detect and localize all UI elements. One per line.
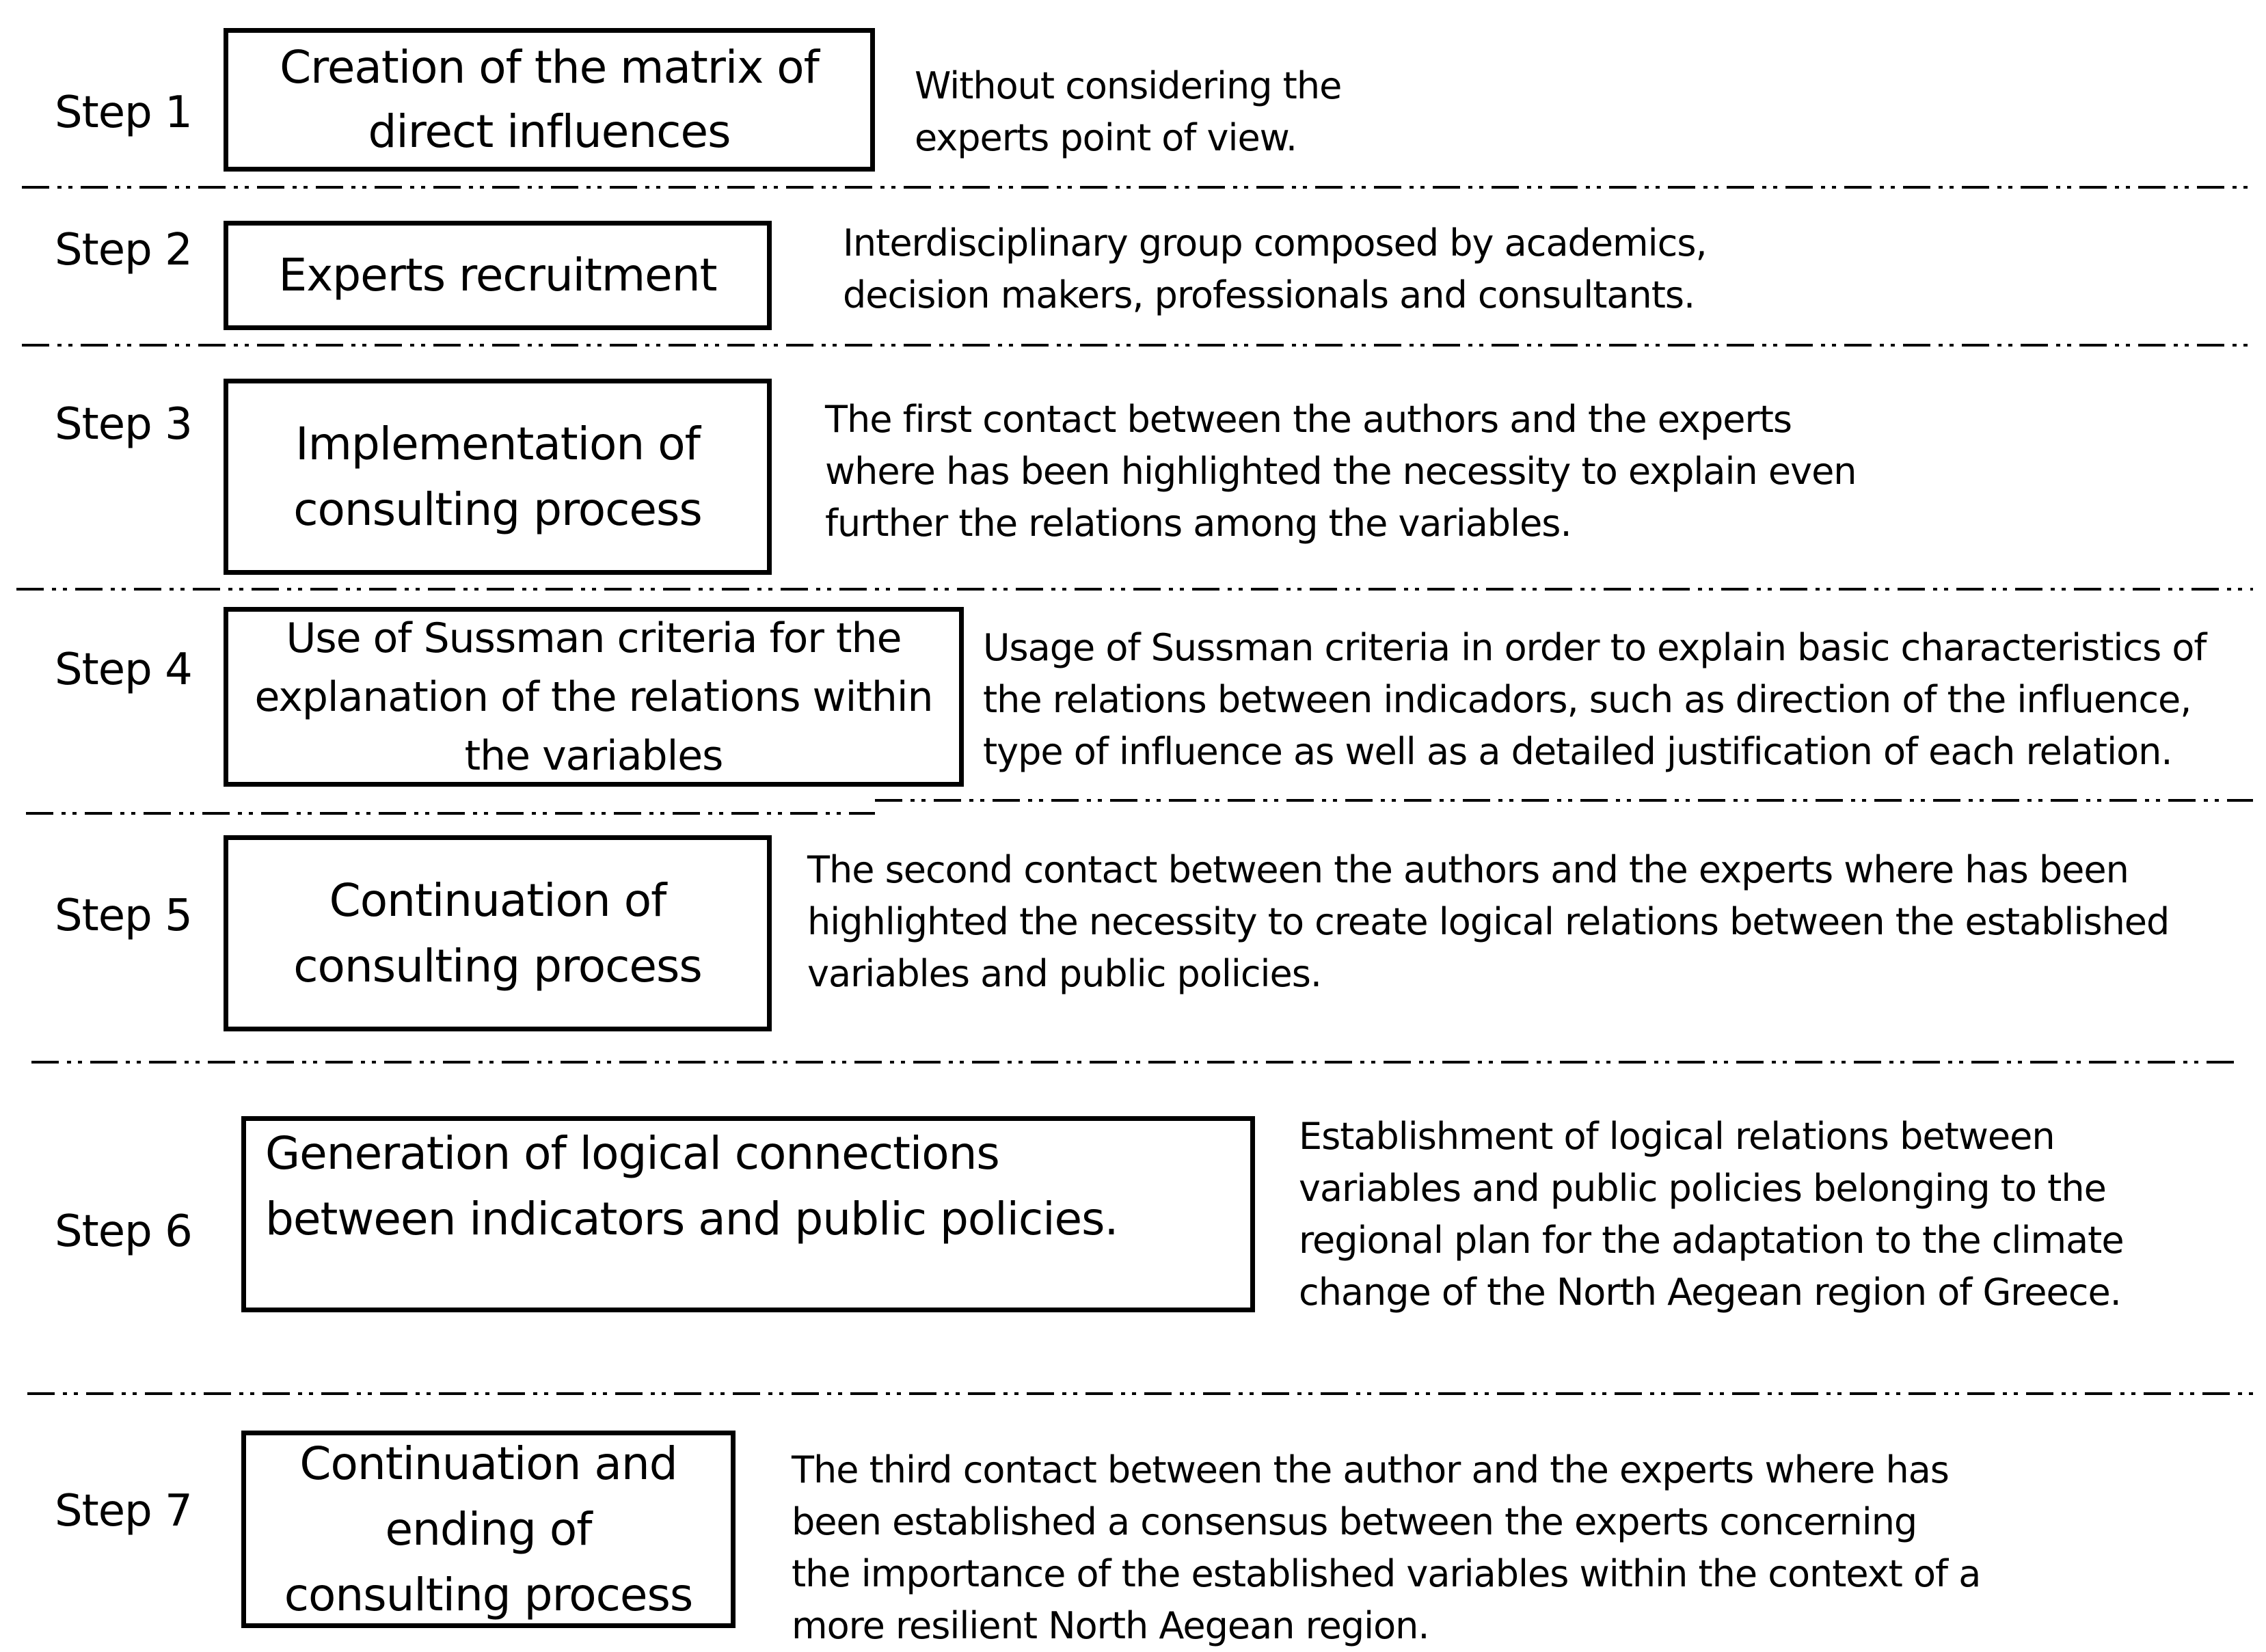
box-line: ending of	[385, 1502, 592, 1556]
step-6-box	[241, 1116, 1255, 1312]
desc-line: change of the North Aegean region of Greece.	[1299, 1271, 2121, 1314]
desc-line: variables and public policies.	[807, 952, 1322, 995]
box-line: consulting process	[284, 1568, 693, 1621]
step-4-box	[224, 607, 964, 787]
desc-line: type of influence as well as a detailed justification of each relation.	[983, 730, 2172, 773]
box-line: the variables	[464, 731, 723, 780]
desc-line: more resilient North Aegean region.	[792, 1604, 1429, 1647]
step-6-description	[1299, 1111, 2124, 1318]
step-2-label: Step 2	[55, 225, 192, 275]
desc-line: The second contact between the authors and the experts where has been	[807, 848, 2129, 891]
step-3-description	[825, 394, 1857, 550]
desc-line: experts point of view.	[915, 116, 1297, 159]
step-5-label: Step 5	[55, 891, 192, 941]
step-2-description	[843, 217, 1707, 321]
box-line: Generation of logical connections	[265, 1127, 999, 1180]
step-1-label: Step 1	[55, 87, 192, 138]
desc-line: further the relations among the variables.	[825, 502, 1572, 545]
desc-line: Without considering the	[915, 64, 1342, 107]
desc-line: The third contact between the author and the experts where has	[792, 1448, 1949, 1491]
step-4-label: Step 4	[55, 645, 192, 695]
step-5-description	[807, 844, 2169, 1000]
desc-line: regional plan for the adaptation to the climate	[1299, 1219, 2124, 1262]
desc-line: the relations between indicadors, such as direction of the influence,	[983, 678, 2191, 721]
step-7-label: Step 7	[55, 1486, 192, 1536]
box-line: Use of Sussman criteria for the	[286, 614, 902, 662]
step-3-label: Step 3	[55, 399, 192, 450]
box-line: between indicators and public policies.	[265, 1193, 1118, 1245]
step-6-label: Step 6	[55, 1206, 192, 1257]
desc-line: The first contact between the authors and the experts	[825, 398, 1792, 441]
step-1-description	[915, 60, 1341, 164]
desc-line: Interdisciplinary group composed by academics,	[843, 221, 1707, 265]
box-line: direct influences	[368, 105, 731, 158]
box-line: consulting process	[293, 483, 702, 536]
box-line: Experts recruitment	[278, 249, 717, 301]
step-2-box	[224, 221, 772, 330]
desc-line: Establishment of logical relations between	[1299, 1115, 2055, 1158]
box-line: consulting process	[293, 939, 702, 992]
desc-line: highlighted the necessity to create logical relations between the established	[807, 900, 2170, 943]
box-line: Continuation of	[329, 874, 666, 927]
box-line: explanation of the relations within	[254, 673, 933, 721]
desc-line: decision makers, professionals and consultants.	[843, 273, 1695, 316]
step-7-box	[241, 1431, 736, 1628]
step-5-box	[224, 835, 772, 1031]
desc-line: been established a consensus between the experts concerning	[792, 1500, 1917, 1543]
box-line: Continuation and	[299, 1437, 677, 1490]
box-line: Creation of the matrix of	[280, 41, 819, 94]
desc-line: the importance of the established variables within the context of a	[792, 1552, 1981, 1595]
step-7-description	[792, 1444, 1980, 1652]
step-1-box	[224, 28, 875, 172]
desc-line: Usage of Sussman criteria in order to explain basic characteristics of	[983, 626, 2207, 669]
box-line: Implementation of	[295, 417, 700, 470]
desc-line: where has been highlighted the necessity to explain even	[825, 450, 1857, 493]
step-3-box	[224, 379, 772, 575]
desc-line: variables and public policies belonging to the	[1299, 1167, 2106, 1210]
step-4-description	[983, 622, 2206, 778]
